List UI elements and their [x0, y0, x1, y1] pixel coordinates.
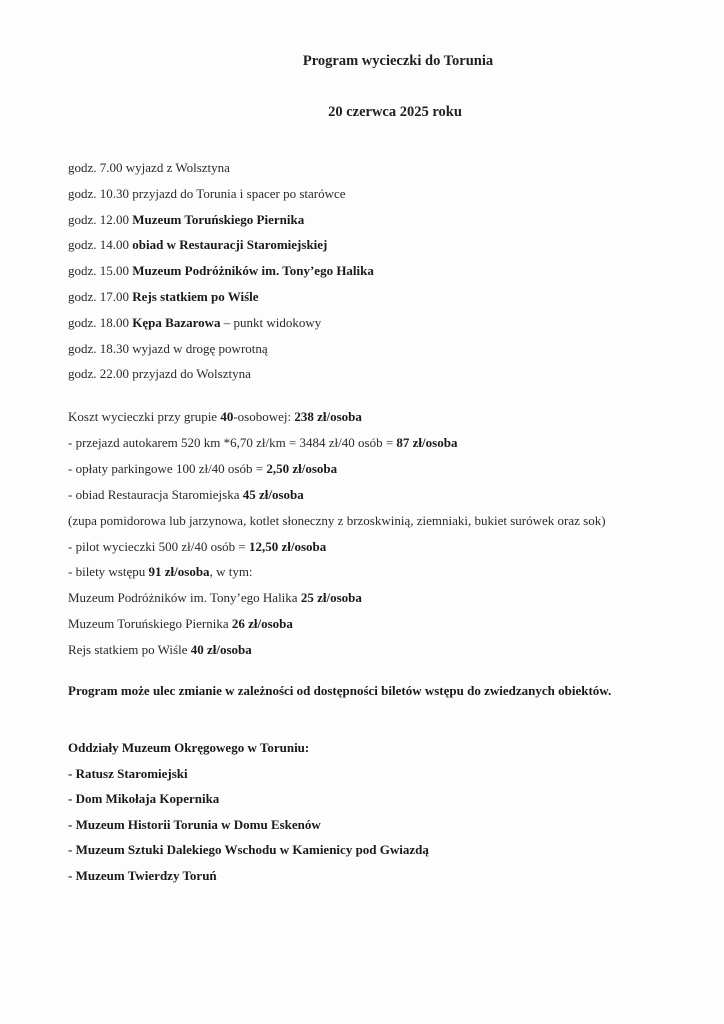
cost-lunch-menu: (zupa pomidorowa lub jarzynowa, kotlet słoneczny z brzoskwinią, ziemniaki, bukiet surówek oraz sok) [68, 512, 606, 528]
schedule-item: godz. 22.00 przyjazd do Wolsztyna [68, 366, 251, 382]
cost-ticket-item: Muzeum Podróżników im. Tony’ego Halika 25 zł/osoba [68, 590, 362, 606]
cost-guide-line: - pilot wycieczki 500 zł/40 osób = 12,50 zł/osoba [68, 538, 327, 554]
schedule-item: godz. 12.00 Muzeum Toruńskiego Piernika [68, 211, 305, 227]
schedule-item: godz. 10.30 przyjazd do Torunia i spacer po starówce [68, 185, 346, 201]
schedule-item: godz. 14.00 obiad w Restauracji Staromiejskiej [68, 237, 328, 253]
schedule-item: godz. 17.00 Rejs statkiem po Wiśle [68, 288, 259, 304]
schedule-item: godz. 18.30 wyjazd w drogę powrotną [68, 340, 268, 356]
schedule-item: godz. 18.00 Kępa Bazarowa – punkt widokowy [68, 314, 322, 330]
cost-ticket-item: Muzeum Toruńskiego Piernika 26 zł/osoba [68, 616, 293, 632]
schedule-item: godz. 15.00 Muzeum Podróżników im. Tony’ego Halika [68, 263, 374, 279]
cost-lunch-line: - obiad Restauracja Staromiejska 45 zł/osoba [68, 486, 304, 502]
document-title: Program wycieczki do Torunia [302, 53, 494, 69]
document-date: 20 czerwca 2025 roku [328, 104, 462, 120]
cost-total-line: Koszt wycieczki przy grupie 40-osobowej: 238 zł/osoba [68, 409, 362, 424]
branch-item: - Muzeum Twierdzy Toruń [68, 867, 217, 883]
cost-ticket-item: Rejs statkiem po Wiśle 40 zł/osoba [68, 642, 252, 658]
cost-bus-line: - przejazd autokarem 520 km *6,70 zł/km = 3484 zł/40 osób = 87 zł/osoba [68, 434, 458, 450]
program-notice: Program może ulec zmianie w zależności od dostępności biletów wstępu do zwiedzanych obiektów. [68, 683, 612, 698]
branch-item: - Muzeum Historii Torunia w Domu Eskenów [68, 816, 321, 832]
branch-item: - Ratusz Staromiejski [68, 765, 188, 781]
cost-parking-line: - opłaty parkingowe 100 zł/40 osób = 2,50 zł/osoba [68, 460, 338, 476]
cost-tickets-line: - bilety wstępu 91 zł/osoba, w tym: [68, 564, 253, 580]
branch-item: - Muzeum Sztuki Dalekiego Wschodu w Kamienicy pod Gwiazdą [68, 842, 429, 857]
branches-heading: Oddziały Muzeum Okręgowego w Toruniu: [68, 740, 310, 755]
schedule-list [68, 155, 708, 387]
cost-breakdown [68, 404, 708, 663]
schedule-item: godz. 7.00 wyjazd z Wolsztyna [68, 160, 230, 175]
branch-item: - Dom Mikołaja Kopernika [68, 791, 220, 806]
museum-branches [68, 735, 708, 888]
